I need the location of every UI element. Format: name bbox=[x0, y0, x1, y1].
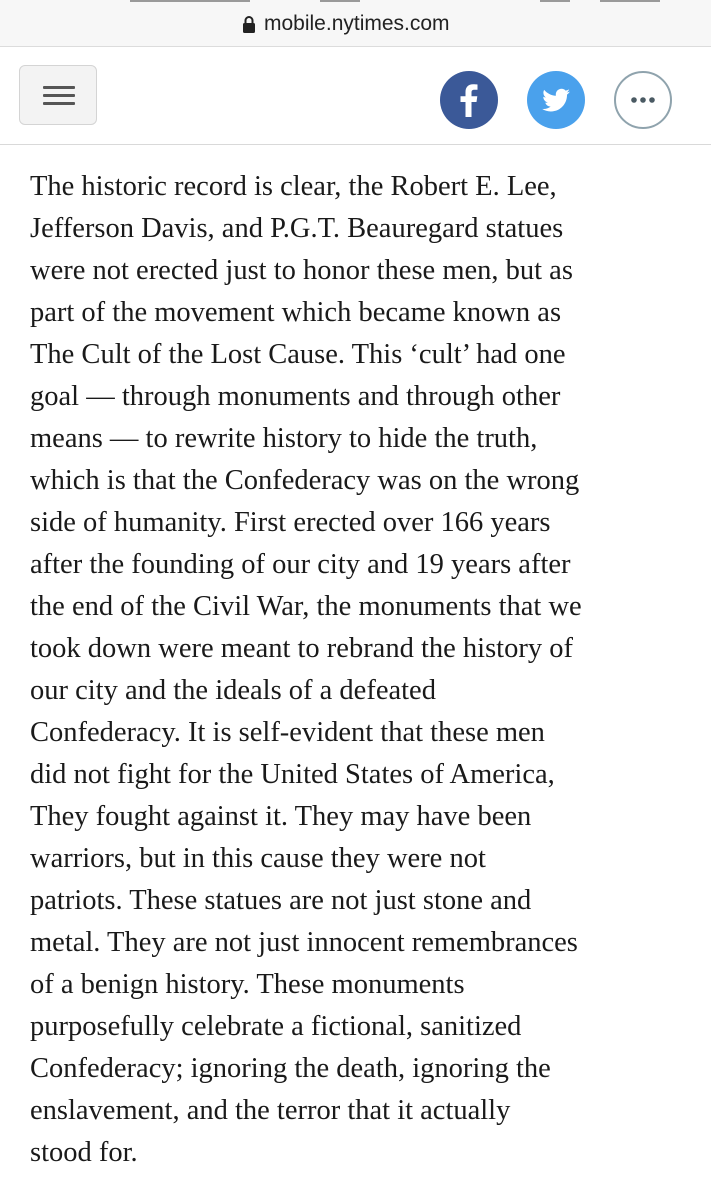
article-toolbar bbox=[0, 47, 711, 145]
article-line: took down were meant to rebrand the history of bbox=[30, 633, 573, 664]
status-bar-remnant bbox=[130, 0, 690, 3]
article-line: did not fight for the United States of America, bbox=[30, 759, 555, 790]
address-bar[interactable] bbox=[0, 0, 711, 47]
twitter-icon bbox=[527, 71, 585, 129]
twitter-share-button[interactable] bbox=[527, 71, 585, 129]
article-line: metal. They are not just innocent remembrances bbox=[30, 927, 578, 958]
article-line: were not erected just to honor these men, but as bbox=[30, 255, 573, 286]
article-line: which is that the Confederacy was on the wrong bbox=[30, 465, 580, 496]
article-line: part of the movement which became known as bbox=[30, 297, 562, 328]
article-line: purposefully celebrate a fictional, sanitized bbox=[30, 1011, 522, 1042]
article-line: The Cult of the Lost Cause. This ‘cult’ had one bbox=[30, 339, 566, 370]
article-line: side of humanity. First erected over 166 years bbox=[30, 507, 551, 538]
url-text[interactable]: mobile.nytimes.com bbox=[264, 12, 450, 35]
article-line: enslavement, and the terror that it actually bbox=[30, 1095, 511, 1126]
lock-icon bbox=[242, 15, 256, 33]
more-options-icon bbox=[616, 73, 670, 127]
article-line: means — to rewrite history to hide the truth, bbox=[30, 423, 538, 454]
facebook-icon bbox=[440, 71, 498, 129]
article-line: of a benign history. These monuments bbox=[30, 969, 465, 1000]
article-line: after the founding of our city and 19 years after bbox=[30, 549, 571, 580]
article-line: the end of the Civil War, the monuments that we bbox=[30, 591, 582, 622]
menu-button[interactable] bbox=[19, 65, 97, 125]
article-line: Confederacy; ignoring the death, ignoring the bbox=[30, 1053, 551, 1084]
article-line: Jefferson Davis, and P.G.T. Beauregard statues bbox=[30, 213, 564, 244]
article-paragraph bbox=[30, 166, 690, 1174]
article-line: They fought against it. They may have been bbox=[30, 801, 532, 832]
article-line: stood for. bbox=[30, 1137, 138, 1168]
article-line: Confederacy. It is self-evident that these men bbox=[30, 717, 545, 748]
more-share-options-button[interactable] bbox=[614, 71, 672, 129]
article-line: patriots. These statues are not just stone and bbox=[30, 885, 532, 916]
article-line: The historic record is clear, the Robert E. Lee, bbox=[30, 171, 557, 202]
article-line: goal — through monuments and through other bbox=[30, 381, 561, 412]
facebook-share-button[interactable] bbox=[440, 71, 498, 129]
article-line: warriors, but in this cause they were not bbox=[30, 843, 486, 874]
article-line: our city and the ideals of a defeated bbox=[30, 675, 436, 706]
